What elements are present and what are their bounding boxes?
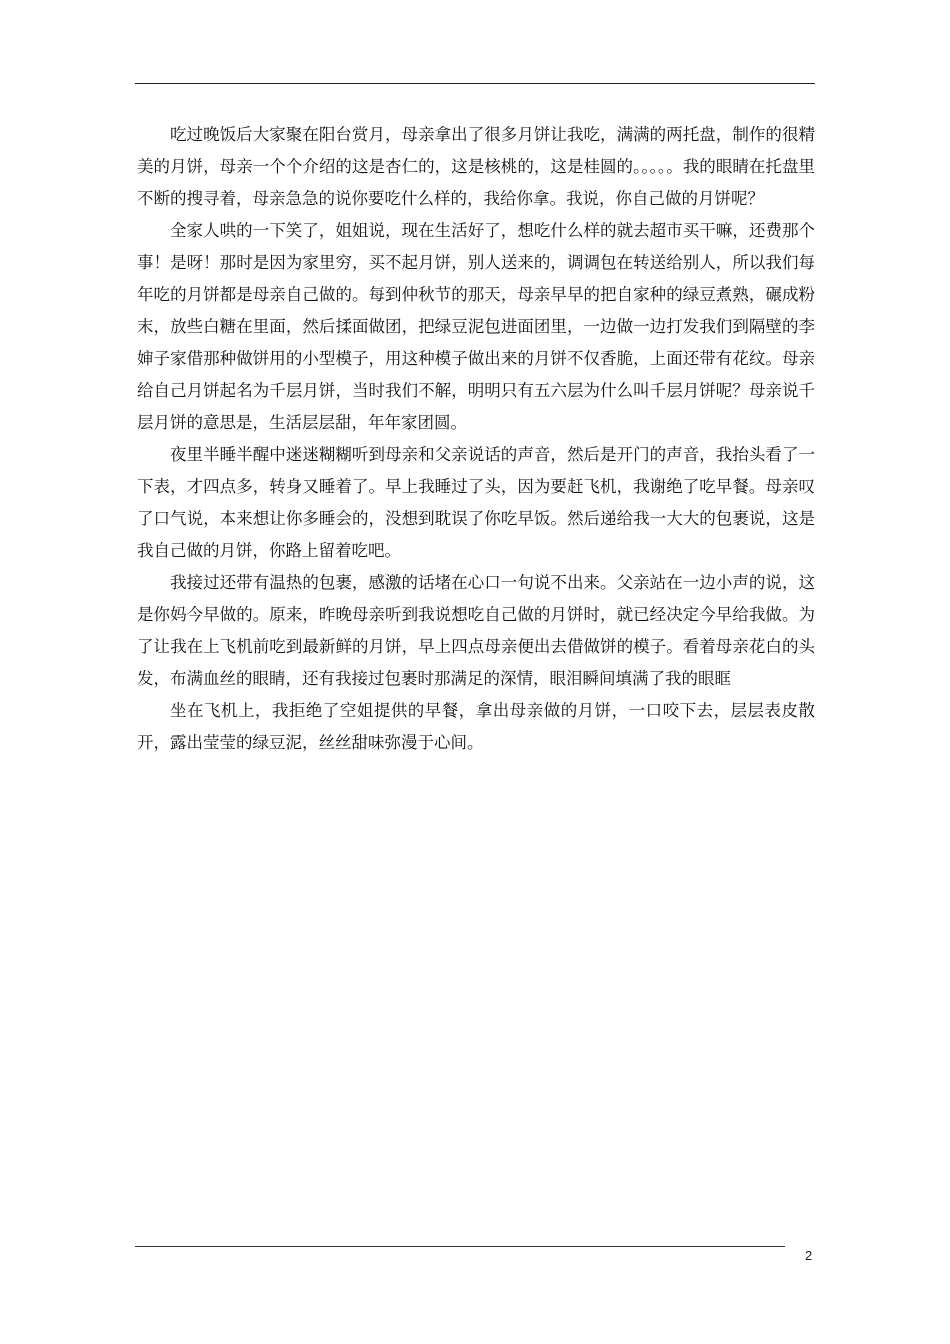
footer-rule <box>135 1246 785 1247</box>
header-rule <box>135 83 815 84</box>
paragraph: 全家人哄的一下笑了，姐姐说，现在生活好了，想吃什么样的就去超市买干嘛，还费那个事！是呀！那时是因为家里穷，买不起月饼，别人送来的，调调包在转送给别人，所以我们每年吃的月饼都是母亲自己做的。每到仲秋节的那天，母亲早早的把自家种的绿豆煮熟，碾成粉末，放些白糖在里面，然后揉面做团，把绿豆泥包进面团里，一边做一边打发我们到隔壁的李婶子家借那种做饼用的小型模子，用这种模子做出来的月饼不仅香脆，上面还带有花纹。母亲给自己月饼起名为千层月饼，当时我们不解，明明只有五六层为什么叫千层月饼呢？母亲说千层月饼的意思是，生活层层甜，年年家团圆。 <box>137 221 815 432</box>
paragraph: 吃过晚饭后大家聚在阳台赏月，母亲拿出了很多月饼让我吃，满满的两托盘，制作的很精美的月饼，母亲一个个介绍的这是杏仁的，这是核桃的，这是桂圆的。。。。。我的眼睛在托盘里不断的搜寻着，母亲急急的说你要吃什么样的，我给你拿。我说，你自己做的月饼呢？ <box>137 125 815 208</box>
page-number: 2 <box>805 1248 813 1263</box>
document-body <box>137 119 815 759</box>
paragraph: 坐在飞机上，我拒绝了空姐提供的早餐，拿出母亲做的月饼，一口咬下去，层层表皮散开，露出莹莹的绿豆泥，丝丝甜味弥漫于心间。 <box>137 701 815 752</box>
paragraph: 我接过还带有温热的包裹，感激的话堵在心口一句说不出来。父亲站在一边小声的说，这是你妈今早做的。原来，昨晚母亲听到我说想吃自己做的月饼时，就已经决定今早给我做。为了让我在上飞机前吃到最新鲜的月饼，早上四点母亲便出去借做饼的模子。看着母亲花白的头发，布满血丝的眼睛，还有我接过包裹时那满足的深情，眼泪瞬间填满了我的眼眶 <box>137 573 815 688</box>
paragraph: 夜里半睡半醒中迷迷糊糊听到母亲和父亲说话的声音，然后是开门的声音，我抬头看了一下表，才四点多，转身又睡着了。早上我睡过了头，因为要赶飞机，我谢绝了吃早餐。母亲叹了口气说，本来想让你多睡会的，没想到耽误了你吃早饭。然后递给我一大大的包裹说，这是我自己做的月饼，你路上留着吃吧。 <box>137 445 815 560</box>
